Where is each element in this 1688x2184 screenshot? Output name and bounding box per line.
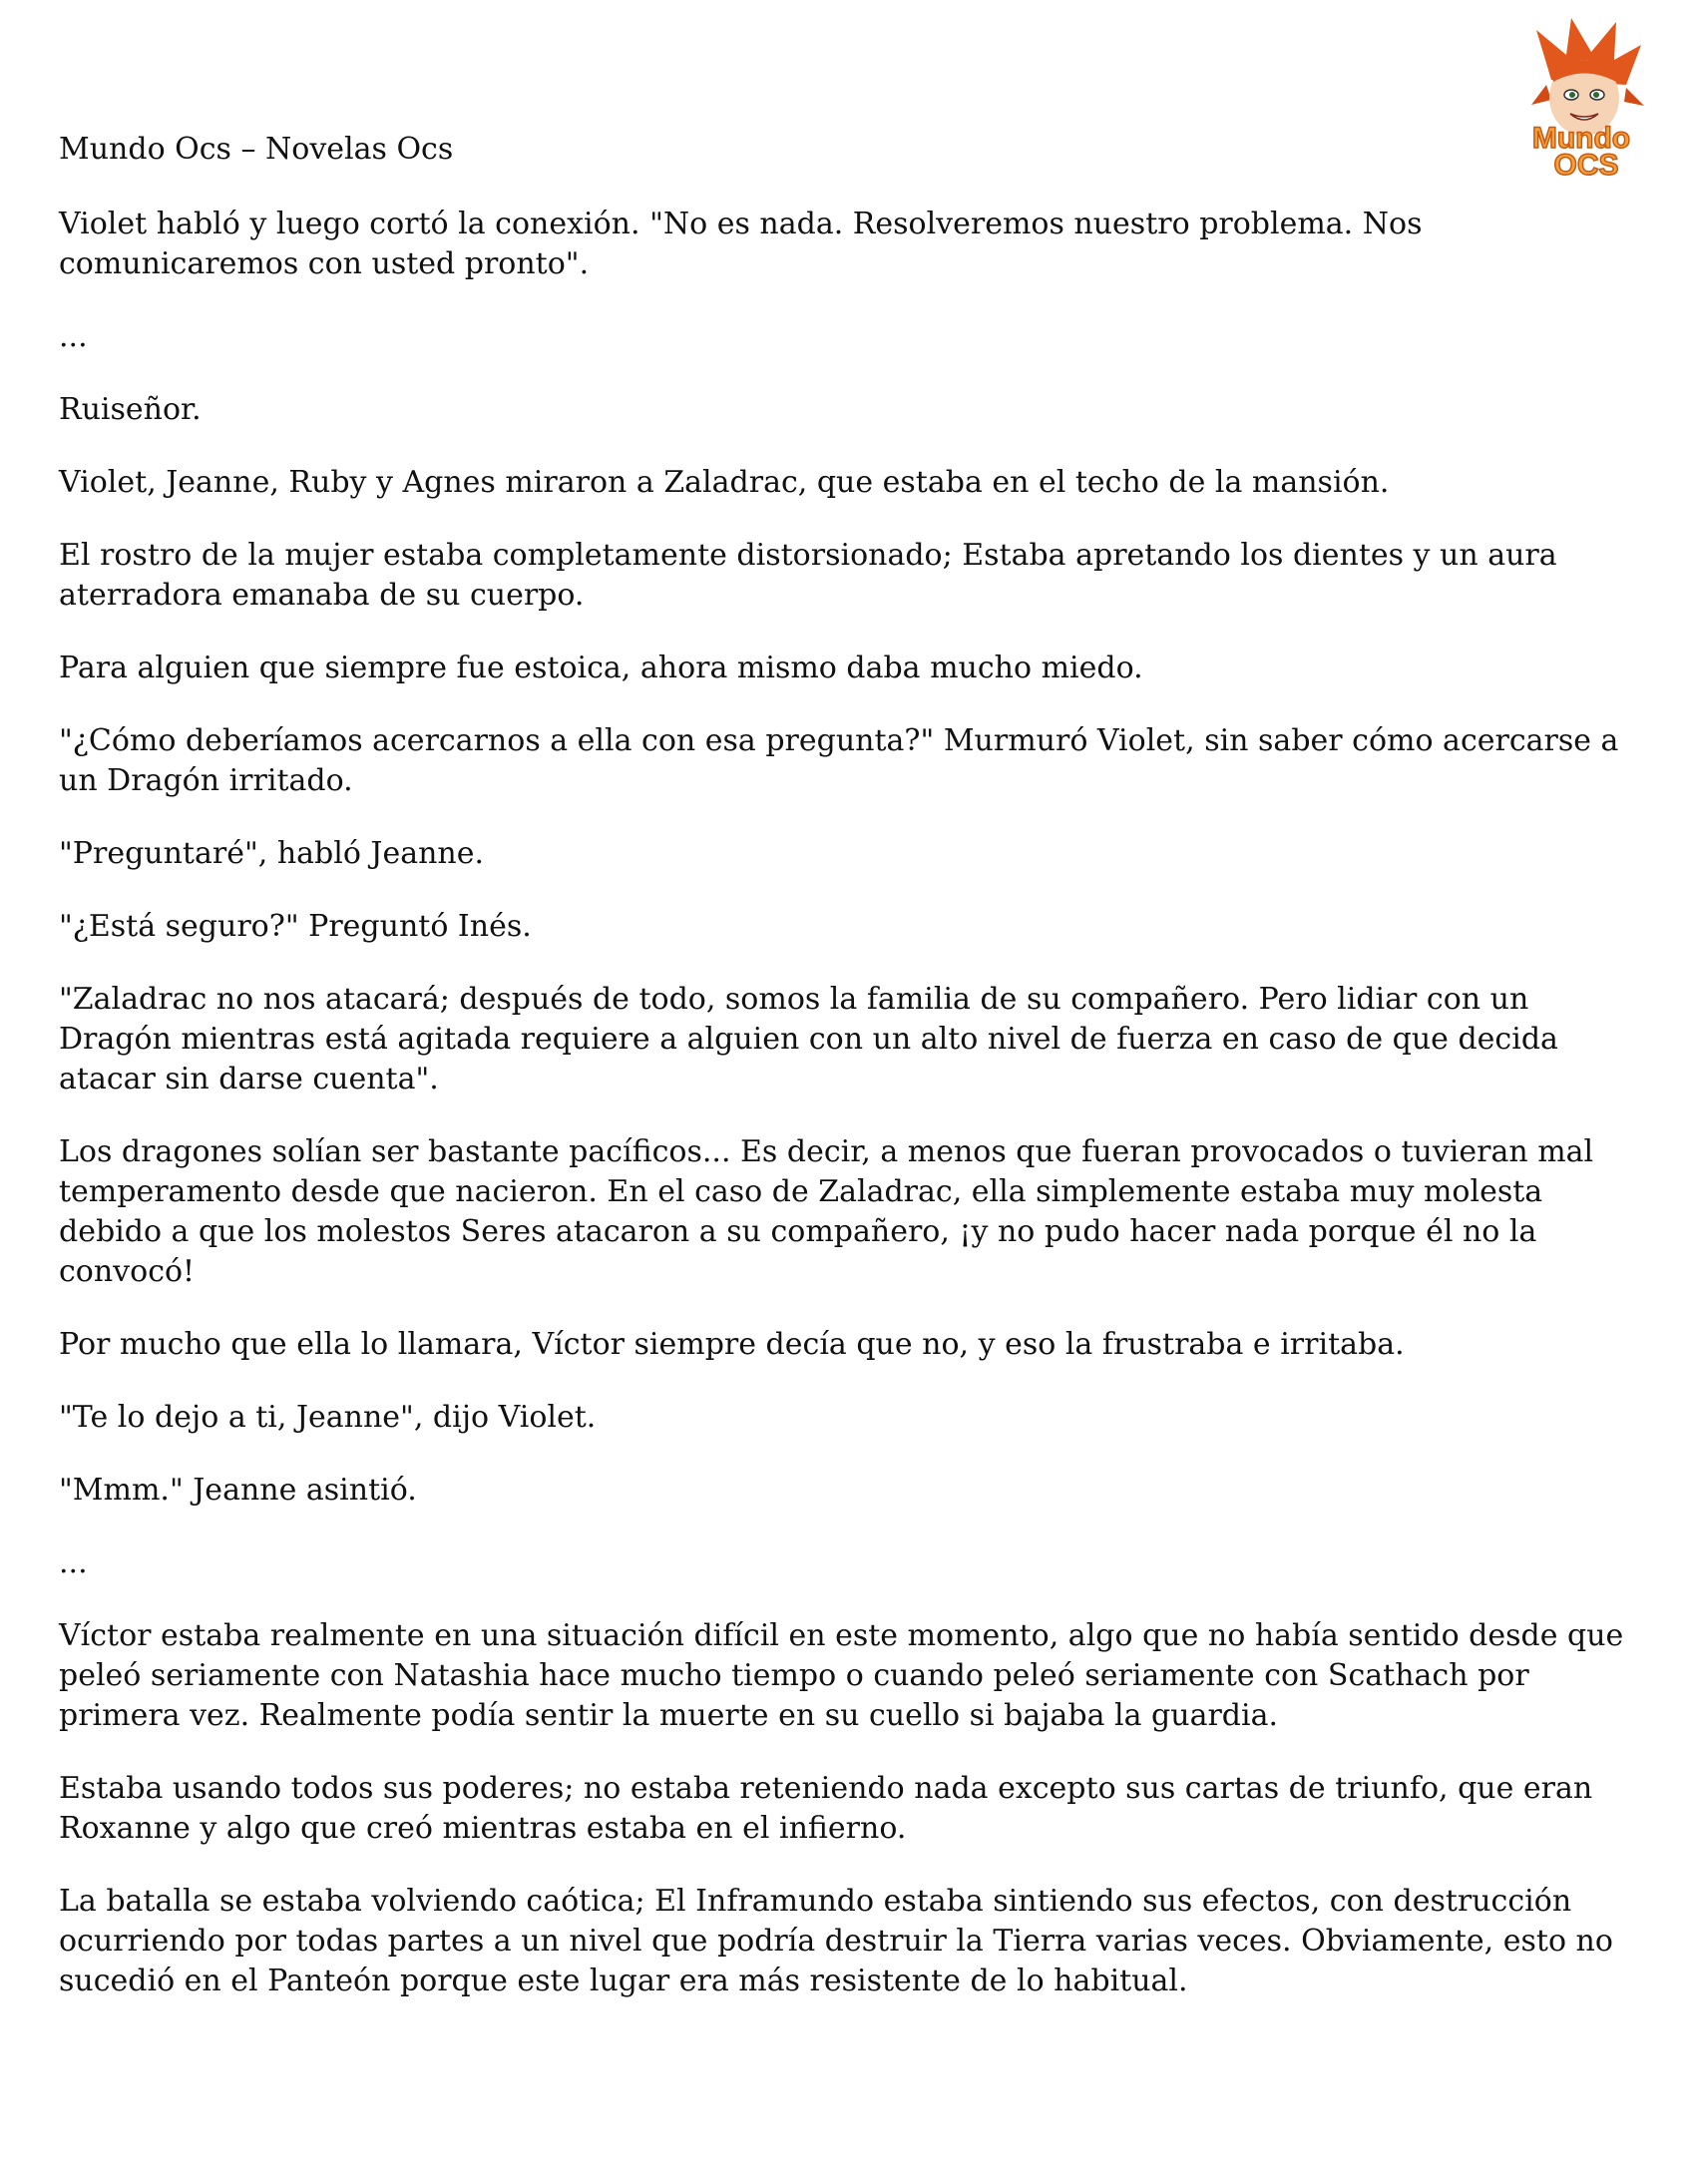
- paragraph: Víctor estaba realmente en una situación difícil en este momento, algo que no había sentido desde que peleó seriamente con Natashia hace mucho tiempo o cuando peleó seriamente con Scathach por primera vez. Realmente podía sentir la muerte en su cuello si bajaba la guardia.: [59, 1618, 1624, 1733]
- logo-text-top: Mundo: [1531, 122, 1631, 155]
- paragraph: Ruiseñor.: [59, 392, 202, 427]
- paragraph: "¿Cómo deberíamos acercarnos a ella con esa pregunta?" Murmuró Violet, sin saber cómo acercarse a un Dragón irritado.: [59, 723, 1619, 798]
- paragraph: ...: [59, 1545, 88, 1580]
- paragraph: "Preguntaré", habló Jeanne.: [59, 836, 485, 871]
- paragraph: Para alguien que siempre fue estoica, ahora mismo daba mucho miedo.: [59, 651, 1143, 685]
- paragraph: El rostro de la mujer estaba completamente distorsionado; Estaba apretando los dientes y un aura aterradora emanaba de su cuerpo.: [59, 538, 1557, 613]
- paragraph: "Te lo dejo a ti, Jeanne", dijo Violet.: [59, 1400, 597, 1435]
- paragraph: La batalla se estaba volviendo caótica; El Inframundo estaba sintiendo sus efectos, con destrucción ocurriendo por todas partes a un nivel que podría destruir la Tierra varias veces. Obviamente, esto no sucedió en el Panteón porque este lugar era más resistente de lo habitual.: [59, 1884, 1613, 1998]
- mundo-ocs-logo: [1496, 10, 1666, 180]
- logo-text-bottom: OCS: [1553, 149, 1619, 180]
- paragraph: Por mucho que ella lo llamara, Víctor siempre decía que no, y eso la frustraba e irritaba.: [59, 1327, 1405, 1362]
- paragraph: Violet, Jeanne, Ruby y Agnes miraron a Zaladrac, que estaba en el techo de la mansión.: [59, 465, 1390, 500]
- paragraph: ...: [59, 319, 88, 354]
- logo-image: [1496, 10, 1666, 180]
- paragraph: Violet habló y luego cortó la conexión. "No es nada. Resolveremos nuestro problema. Nos comunicaremos con usted pronto".: [59, 207, 1423, 281]
- paragraph: "¿Está seguro?" Preguntó Inés.: [59, 909, 532, 944]
- paragraph: "Mmm." Jeanne asintió.: [59, 1473, 417, 1508]
- paragraph: "Zaladrac no nos atacará; después de todo, somos la familia de su compañero. Pero lidiar con un Dragón mientras está agitada requiere a alguien con un alto nivel de fuerza en caso de que decida atacar sin darse cuenta".: [59, 982, 1558, 1096]
- paragraph: Estaba usando todos sus poderes; no estaba reteniendo nada excepto sus cartas de triunfo, que eran Roxanne y algo que creó mientras estaba en el infierno.: [59, 1771, 1593, 1846]
- page-header: Mundo Ocs – Novelas Ocs: [59, 132, 454, 167]
- document-body: [59, 205, 1645, 2034]
- paragraph: Los dragones solían ser bastante pacíficos... Es decir, a menos que fueran provocados o tuvieran mal temperamento desde que nacieron. En el caso de Zaladrac, ella simplemente estaba muy molesta debido a que los molestos Seres atacaron a su compañero, ¡y no pudo hacer nada porque él no la convocó!: [59, 1134, 1594, 1289]
